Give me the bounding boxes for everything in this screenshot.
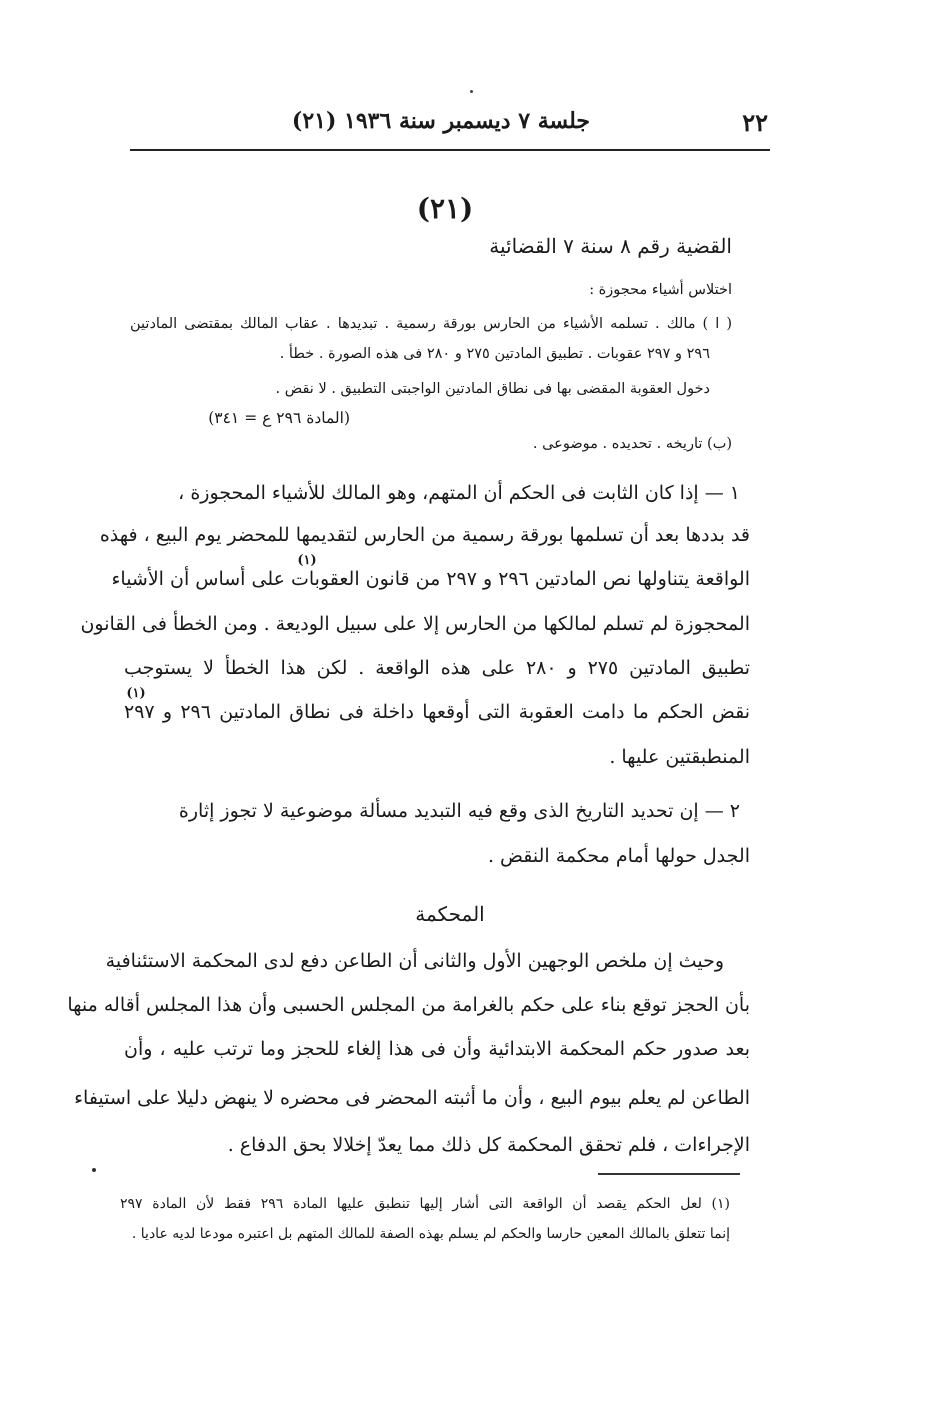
principle-1-line: قد بددها بعد أن تسلمها بورقة رسمية من الحارس لتقديمها للمحضر يوم البيع ، فهذه bbox=[99, 524, 750, 546]
case-number: (٢١) bbox=[416, 192, 474, 225]
footnote-rule bbox=[598, 1173, 740, 1175]
page-number: ٢٢ bbox=[742, 108, 768, 137]
principle-1-line: تطبيق المادتين ٢٧٥ و ٢٨٠ على هذه الواقعة . لكن هذا الخطأ لا يستوجب bbox=[124, 657, 750, 679]
case-title: القضية رقم ٨ سنة ٧ القضائية bbox=[489, 234, 732, 258]
running-title: جلسة ٧ ديسمبر سنة ١٩٣٦ (٢١) bbox=[291, 108, 590, 134]
summary-topic: اختلاس أشياء محجوزة : bbox=[589, 282, 732, 298]
header-rule bbox=[130, 149, 770, 151]
reasoning-line: الإجراءات ، فلم تحقق المحكمة كل ذلك مما يعدّ إخلالا بحق الدفاع . bbox=[227, 1134, 750, 1156]
principle-1-line: المنطبقتين عليها . bbox=[609, 746, 750, 768]
footnote-marker: (١) bbox=[297, 553, 317, 568]
summary-point-a-line: ٢٩٦ و ٢٩٧ عقوبات . تطبيق المادتين ٢٧٥ و ٢٨٠ فى هذه الصورة . خطأ . bbox=[279, 346, 710, 362]
principle-1-line: المحجوزة لم تسلم لمالكها من الحارس إلا على سبيل الوديعة . ومن الخطأ فى القانون bbox=[80, 613, 750, 635]
summary-point-b: (ب) تاريخه . تحديده . موضوعى . bbox=[532, 436, 732, 452]
reasoning-line: الطاعن لم يعلم بيوم البيع ، وأن ما أثبته المحضر فى محضره لا ينهض دليلا على استيفاء bbox=[74, 1087, 750, 1109]
principle-2-line: الجدل حولها أمام محكمة النقض . bbox=[487, 845, 750, 867]
principle-1-line: نقض الحكم ما دامت العقوبة التى أوقعها داخلة فى نطاق المادتين ٢٩٦ و ٢٩٧ bbox=[124, 701, 750, 723]
court-heading: المحكمة bbox=[415, 902, 485, 926]
reasoning-line: وحيث إن ملخص الوجهين الأول والثانى أن الطاعن دفع لدى المحكمة الاستئنافية bbox=[105, 950, 724, 972]
principle-2-line: ٢ — إن تحديد التاريخ الذى وقع فيه التبديد مسألة موضوعية لا تجوز إثارة bbox=[178, 800, 740, 822]
reasoning-line: بأن الحجز توقع بناء على حكم بالغرامة من المجلس الحسبى وأن هذا المجلس أقاله منها bbox=[67, 994, 750, 1016]
reasoning-line: بعد صدور حكم المحكمة الابتدائية وأن فى هذا إلغاء للحجز وما ترتب عليه ، وأن bbox=[124, 1038, 750, 1060]
legal-reference: (المادة ٢٩٦ ع = ٣٤١) bbox=[208, 409, 350, 427]
footnote-line: إنما تتعلق بالمالك المعين حارسا والحكم لم يسلم بهذه الصفة للمالك المتهم بل اعتبره مودعا لديه عاديا . bbox=[131, 1226, 730, 1242]
footnote-line: (١) لعل الحكم يقصد أن الواقعة التى أشار إليها تنطبق عليها المادة ٢٩٦ فقط لأن المادة ٢٩٧ bbox=[120, 1196, 730, 1212]
footnote-marker: (١) bbox=[126, 686, 146, 701]
speck bbox=[92, 1168, 96, 1172]
summary-point-a-line: دخول العقوبة المقضى بها فى نطاق المادتين الواجبتى التطبيق . لا نقض . bbox=[275, 381, 710, 397]
summary-point-a-line: ( ا ) مالك . تسلمه الأشياء من الحارس بورقة رسمية . تبديدها . عقاب المالك بمقتضى المادتين bbox=[130, 316, 732, 332]
principle-1-line: ١ — إذا كان الثابت فى الحكم أن المتهم، وهو المالك للأشياء المحجوزة ، bbox=[178, 482, 740, 504]
speck bbox=[470, 90, 473, 93]
principle-1-line: الواقعة يتناولها نص المادتين ٢٩٦ و ٢٩٧ من قانون العقوبات على أساس أن الأشياء bbox=[111, 568, 750, 590]
